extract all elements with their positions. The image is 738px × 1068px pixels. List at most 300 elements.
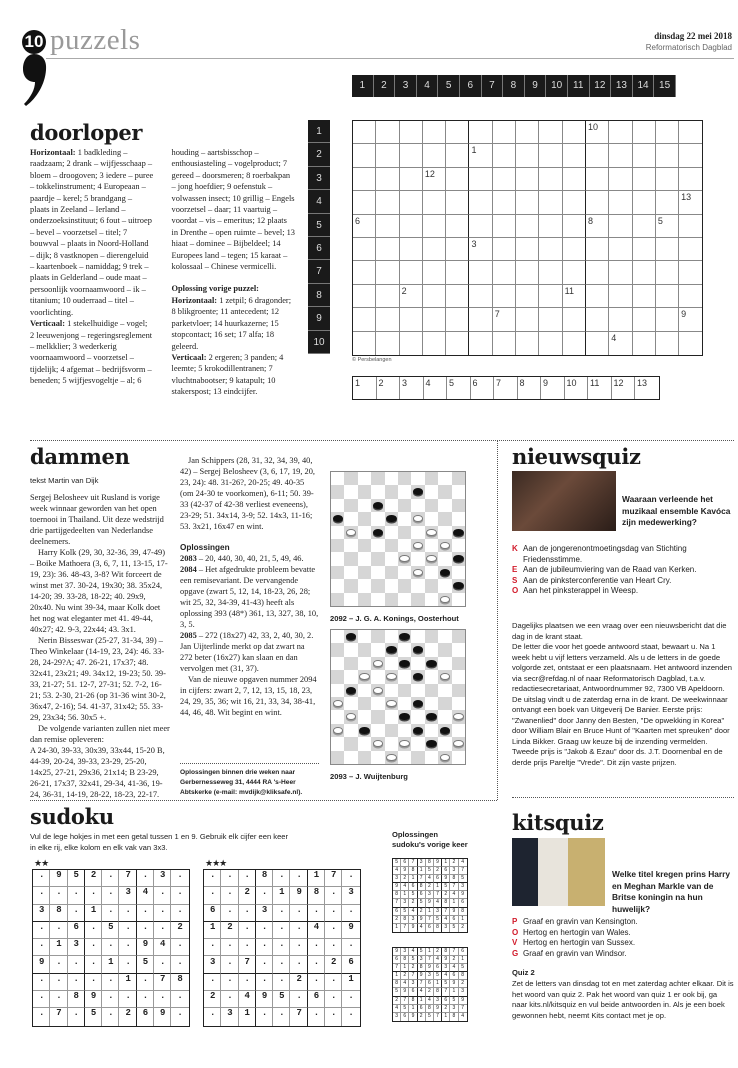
crossword-cell[interactable] <box>539 238 562 261</box>
solution-cell: 3 <box>450 1005 458 1013</box>
answer-cell[interactable]: 1 <box>353 377 377 399</box>
crossword-cell[interactable] <box>633 215 656 238</box>
crossword-cell[interactable] <box>469 168 492 191</box>
sudoku-cell[interactable] <box>154 991 171 1008</box>
sudoku-cell[interactable] <box>273 1008 290 1025</box>
crossword-cell[interactable] <box>376 238 399 261</box>
sudoku-cell[interactable] <box>221 887 238 904</box>
sudoku-cell[interactable] <box>85 974 102 991</box>
crossword-cell[interactable] <box>446 215 469 238</box>
sudoku-cell[interactable] <box>239 905 256 922</box>
crossword-cell[interactable] <box>539 215 562 238</box>
crossword-cell[interactable] <box>539 285 562 308</box>
crossword-cell[interactable] <box>376 215 399 238</box>
crossword-cell[interactable] <box>493 261 516 284</box>
sudoku-cell[interactable] <box>137 905 154 922</box>
board-square <box>452 499 465 512</box>
crossword-cell[interactable] <box>469 261 492 284</box>
sudoku-cell[interactable] <box>102 1008 119 1025</box>
sudoku-cell[interactable] <box>119 905 136 922</box>
crossword-cell[interactable] <box>679 332 702 355</box>
crossword-cell[interactable] <box>656 285 679 308</box>
sudoku-cell[interactable] <box>204 887 221 904</box>
crossword-cell[interactable] <box>516 238 539 261</box>
sudoku-cell[interactable] <box>102 991 119 1008</box>
sudoku-cell[interactable] <box>119 922 136 939</box>
answer-cell[interactable]: 5 <box>447 377 471 399</box>
crossword-cell[interactable]: 6 <box>353 215 376 238</box>
sudoku-cell[interactable] <box>204 974 221 991</box>
solution-cell: 3 <box>393 1013 401 1021</box>
sudoku-cell[interactable] <box>204 870 221 887</box>
crossword-cell[interactable] <box>516 144 539 167</box>
answer-cell[interactable]: 10 <box>565 377 589 399</box>
crossword-cell[interactable] <box>656 261 679 284</box>
crossword-cell[interactable] <box>353 308 376 331</box>
sudoku-grid-easy[interactable] <box>32 869 195 1027</box>
sudoku-row: 38.1..... <box>38 904 195 915</box>
sudoku-cell[interactable] <box>154 887 171 904</box>
sudoku-cell[interactable] <box>119 939 136 956</box>
board-square <box>411 579 424 592</box>
crossword-cell[interactable]: 8 <box>586 215 609 238</box>
crossword-cell[interactable] <box>400 121 423 144</box>
sudoku-cell[interactable] <box>68 974 85 991</box>
sudoku-cell[interactable] <box>102 870 119 887</box>
crossword-cell[interactable] <box>539 308 562 331</box>
sudoku-cell[interactable] <box>342 1008 359 1025</box>
sudoku-cell[interactable] <box>290 922 307 939</box>
sudoku-cell[interactable] <box>325 974 342 991</box>
crossword-cell[interactable]: 11 <box>563 285 586 308</box>
answer-cell[interactable]: 7 <box>494 377 518 399</box>
crossword-cell[interactable]: 3 <box>469 238 492 261</box>
crossword-cell[interactable] <box>353 238 376 261</box>
sudoku-cell[interactable] <box>221 956 238 973</box>
board-square <box>344 593 357 606</box>
sudoku-cell[interactable] <box>33 939 50 956</box>
sudoku-cell <box>85 1008 102 1025</box>
sudoku-cell[interactable] <box>342 905 359 922</box>
sudoku-cell[interactable] <box>342 939 359 956</box>
sudoku-cell[interactable] <box>171 887 188 904</box>
crossword-cell[interactable] <box>516 121 539 144</box>
crossword-cell[interactable] <box>516 308 539 331</box>
crossword-cell[interactable] <box>446 285 469 308</box>
crossword-cell[interactable] <box>563 121 586 144</box>
board-square <box>438 751 451 764</box>
crossword-cell[interactable] <box>493 285 516 308</box>
black-piece <box>333 515 344 522</box>
sudoku-cell[interactable] <box>154 956 171 973</box>
sudoku-cell[interactable] <box>290 956 307 973</box>
sudoku-cell[interactable] <box>102 905 119 922</box>
solution-cell: 9 <box>434 859 442 867</box>
crossword-cell[interactable] <box>446 332 469 355</box>
solution-cell: 3 <box>459 988 467 996</box>
crossword-cell[interactable] <box>516 215 539 238</box>
answer-cell[interactable]: 8 <box>518 377 542 399</box>
crossword-grid[interactable] <box>352 120 703 356</box>
sudoku-cell[interactable] <box>290 991 307 1008</box>
sudoku-cell[interactable] <box>85 887 102 904</box>
board-square <box>398 593 411 606</box>
sudoku-cell[interactable] <box>256 887 273 904</box>
black-piece <box>386 515 397 522</box>
draughts-board-2092 <box>330 471 466 607</box>
crossword-cell[interactable] <box>633 168 656 191</box>
crossword-cell[interactable] <box>679 261 702 284</box>
sudoku-cell[interactable] <box>325 922 342 939</box>
crossword-cell[interactable] <box>400 168 423 191</box>
crossword-cell[interactable]: 4 <box>609 332 632 355</box>
board-square <box>452 485 465 498</box>
sudoku-cell[interactable] <box>325 887 342 904</box>
sudoku-cell[interactable] <box>68 956 85 973</box>
sudoku-cell[interactable] <box>239 974 256 991</box>
crossword-cell[interactable] <box>516 285 539 308</box>
crossword-cell[interactable] <box>446 261 469 284</box>
crossword-cell[interactable] <box>423 121 446 144</box>
sudoku-cell[interactable] <box>221 870 238 887</box>
sudoku-cell[interactable] <box>204 1008 221 1025</box>
crossword-cell[interactable] <box>633 121 656 144</box>
crossword-cell[interactable] <box>376 168 399 191</box>
crossword-cell[interactable] <box>609 285 632 308</box>
sudoku-cell[interactable] <box>33 870 50 887</box>
sudoku-cell[interactable] <box>171 956 188 973</box>
crossword-cell[interactable] <box>633 238 656 261</box>
crossword-cell[interactable] <box>400 144 423 167</box>
sudoku-cell[interactable] <box>102 974 119 991</box>
sudoku-cell[interactable] <box>119 991 136 1008</box>
sudoku-cell <box>50 905 67 922</box>
sudoku-cell[interactable] <box>256 1008 273 1025</box>
sudoku-cell[interactable] <box>325 905 342 922</box>
crossword-cell[interactable] <box>633 332 656 355</box>
crossword-cell[interactable] <box>469 332 492 355</box>
solution-cell: 2 <box>409 964 417 972</box>
crossword-cell[interactable] <box>376 308 399 331</box>
crossword-cell[interactable] <box>656 308 679 331</box>
crossword-cell[interactable] <box>633 144 656 167</box>
crossword-cell[interactable] <box>469 191 492 214</box>
crossword-cell[interactable] <box>656 332 679 355</box>
sudoku-cell[interactable] <box>154 905 171 922</box>
answer-cell[interactable]: 4 <box>424 377 448 399</box>
crossword-cell[interactable] <box>586 261 609 284</box>
crossword-cell[interactable]: 2 <box>400 285 423 308</box>
answer-cell[interactable]: 13 <box>637 378 648 388</box>
crossword-cell[interactable] <box>493 332 516 355</box>
sudoku-cell[interactable] <box>33 922 50 939</box>
crossword-cell[interactable] <box>353 261 376 284</box>
sudoku-cell[interactable] <box>33 974 50 991</box>
crossword-cell[interactable] <box>353 144 376 167</box>
sudoku-cell[interactable] <box>102 939 119 956</box>
sudoku-cell[interactable] <box>308 956 325 973</box>
crossword-cell[interactable] <box>563 261 586 284</box>
sudoku-cell[interactable] <box>308 1008 325 1025</box>
sudoku-cell[interactable] <box>50 922 67 939</box>
sudoku-cell[interactable] <box>342 870 359 887</box>
crossword-cell[interactable] <box>609 215 632 238</box>
sudoku-cell[interactable] <box>221 974 238 991</box>
sudoku-cell[interactable] <box>256 922 273 939</box>
crossword-cell[interactable] <box>516 332 539 355</box>
sudoku-cell[interactable] <box>137 991 154 1008</box>
crossword-cell[interactable] <box>469 285 492 308</box>
sudoku-cell[interactable] <box>325 991 342 1008</box>
crossword-cell[interactable] <box>656 191 679 214</box>
crossword-cell[interactable] <box>469 308 492 331</box>
crossword-cell[interactable] <box>586 285 609 308</box>
crossword-cell[interactable] <box>539 332 562 355</box>
answer-cell[interactable]: 6 <box>471 377 495 399</box>
sudoku-cell[interactable] <box>85 939 102 956</box>
answer-word-row[interactable] <box>352 376 660 400</box>
crossword-cell[interactable]: 12 <box>423 168 446 191</box>
crossword-cell[interactable]: 9 <box>679 308 702 331</box>
sudoku-cell[interactable] <box>171 870 188 887</box>
crossword-cell[interactable] <box>446 144 469 167</box>
sudoku-cell[interactable] <box>308 905 325 922</box>
sudoku-cell[interactable] <box>273 905 290 922</box>
sudoku-cell[interactable] <box>221 991 238 1008</box>
sudoku-cell[interactable] <box>290 870 307 887</box>
sudoku-cell[interactable] <box>85 922 102 939</box>
crossword-cell[interactable] <box>563 238 586 261</box>
crossword-cell[interactable] <box>493 121 516 144</box>
board-square <box>452 643 465 656</box>
sudoku-cell[interactable] <box>256 974 273 991</box>
answer-cell[interactable]: 11 <box>588 377 612 399</box>
crossword-cell[interactable] <box>423 191 446 214</box>
crossword-cell[interactable] <box>446 168 469 191</box>
sudoku-cell[interactable] <box>154 922 171 939</box>
crossword-cell[interactable] <box>609 144 632 167</box>
crossword-cell[interactable] <box>400 261 423 284</box>
crossword-cell[interactable] <box>376 121 399 144</box>
crossword-cell[interactable] <box>633 308 656 331</box>
sudoku-cell[interactable] <box>273 956 290 973</box>
crossword-cell[interactable] <box>516 168 539 191</box>
sudoku-cell[interactable] <box>308 974 325 991</box>
crossword-cell[interactable] <box>609 261 632 284</box>
crossword-cell[interactable] <box>609 191 632 214</box>
crossword-cell[interactable] <box>586 332 609 355</box>
solution-cell: 1 <box>442 1013 450 1021</box>
sudoku-cell[interactable] <box>171 991 188 1008</box>
crossword-cell[interactable] <box>609 238 632 261</box>
crossword-cell[interactable] <box>563 144 586 167</box>
crossword-cell[interactable] <box>376 191 399 214</box>
sudoku-cell[interactable] <box>204 939 221 956</box>
sudoku-cell[interactable] <box>239 922 256 939</box>
crossword-cell[interactable] <box>376 144 399 167</box>
crossword-cell[interactable] <box>400 308 423 331</box>
crossword-cell[interactable] <box>563 332 586 355</box>
divider <box>512 797 734 798</box>
crossword-cell[interactable] <box>539 121 562 144</box>
sudoku-cell[interactable] <box>273 974 290 991</box>
crossword-cell[interactable] <box>539 191 562 214</box>
crossword-cell[interactable] <box>539 168 562 191</box>
sudoku-cell[interactable] <box>68 905 85 922</box>
crossword-cell[interactable] <box>633 261 656 284</box>
crossword-cell[interactable] <box>586 238 609 261</box>
crossword-cell[interactable] <box>400 332 423 355</box>
sudoku-cell[interactable] <box>68 887 85 904</box>
crossword-cell[interactable] <box>400 191 423 214</box>
sudoku-cell[interactable] <box>33 991 50 1008</box>
crossword-cell[interactable] <box>353 285 376 308</box>
crossword-cell[interactable] <box>400 215 423 238</box>
crossword-cell[interactable] <box>586 191 609 214</box>
sudoku-cell[interactable] <box>68 1008 85 1025</box>
sudoku-cell[interactable] <box>325 939 342 956</box>
crossword-cell[interactable] <box>633 285 656 308</box>
crossword-cell[interactable] <box>423 285 446 308</box>
crossword-cell[interactable] <box>679 238 702 261</box>
crossword-cell[interactable] <box>376 332 399 355</box>
crossword-cell[interactable] <box>586 144 609 167</box>
sudoku-cell[interactable] <box>221 939 238 956</box>
crossword-cell[interactable]: 1 <box>469 144 492 167</box>
crossword-cell[interactable]: 13 <box>679 191 702 214</box>
board-square <box>438 579 451 592</box>
crossword-cell[interactable] <box>423 261 446 284</box>
sudoku-cell[interactable] <box>221 905 238 922</box>
answer-cell[interactable]: 3 <box>400 377 424 399</box>
sudoku-cell[interactable] <box>342 991 359 1008</box>
crossword-cell[interactable] <box>679 144 702 167</box>
crossword-cell[interactable] <box>539 261 562 284</box>
answer-cell[interactable]: 12 <box>612 377 636 399</box>
crossword-cell[interactable] <box>423 238 446 261</box>
sudoku-cell[interactable] <box>50 991 67 1008</box>
crossword-cell[interactable] <box>446 308 469 331</box>
crossword-cell[interactable] <box>493 191 516 214</box>
sudoku-cell[interactable] <box>256 956 273 973</box>
crossword-cell[interactable] <box>353 121 376 144</box>
crossword-cell[interactable] <box>656 121 679 144</box>
crossword-cell[interactable] <box>493 144 516 167</box>
sudoku-cell[interactable] <box>308 939 325 956</box>
crossword-cell[interactable]: 5 <box>656 215 679 238</box>
crossword-cell[interactable] <box>423 308 446 331</box>
solution-cell: 2 <box>393 916 401 924</box>
sudoku-cell[interactable] <box>137 974 154 991</box>
sudoku-cell[interactable] <box>239 939 256 956</box>
sudoku-cell[interactable] <box>102 887 119 904</box>
crossword-cell[interactable] <box>446 238 469 261</box>
board-square <box>344 472 357 485</box>
crossword-cell[interactable] <box>493 168 516 191</box>
crossword-cell[interactable] <box>469 121 492 144</box>
crossword-cell[interactable] <box>376 285 399 308</box>
crossword-cell[interactable] <box>539 144 562 167</box>
crossword-cell[interactable] <box>586 168 609 191</box>
crossword-cell[interactable] <box>633 191 656 214</box>
crossword-cell[interactable] <box>609 121 632 144</box>
answer-cell[interactable]: 2 <box>377 377 401 399</box>
crossword-cell[interactable] <box>656 238 679 261</box>
sudoku-cell[interactable] <box>239 870 256 887</box>
crossword-cell[interactable] <box>353 168 376 191</box>
crossword-cell[interactable] <box>563 191 586 214</box>
board-square <box>452 724 465 737</box>
crossword-cell[interactable] <box>423 332 446 355</box>
crossword-cell[interactable] <box>423 144 446 167</box>
crossword-cell[interactable] <box>563 308 586 331</box>
crossword-cell[interactable] <box>679 215 702 238</box>
crossword-cell[interactable] <box>493 215 516 238</box>
crossword-cell[interactable] <box>563 168 586 191</box>
sudoku-cell[interactable] <box>137 922 154 939</box>
crossword-cell[interactable] <box>586 308 609 331</box>
sudoku-cell[interactable] <box>119 956 136 973</box>
crossword-cell[interactable]: 7 <box>493 308 516 331</box>
sudoku-cell[interactable] <box>290 939 307 956</box>
crossword-cell[interactable] <box>353 332 376 355</box>
crossword-cell[interactable] <box>679 121 702 144</box>
sudoku-cell[interactable] <box>273 870 290 887</box>
crossword-cell[interactable] <box>656 144 679 167</box>
sudoku-cell[interactable] <box>273 922 290 939</box>
crossword-cell[interactable] <box>353 191 376 214</box>
crossword-cell[interactable] <box>446 121 469 144</box>
sudoku-cell[interactable] <box>50 887 67 904</box>
sudoku-cell[interactable] <box>325 1008 342 1025</box>
crossword-cell[interactable] <box>400 238 423 261</box>
sudoku-cell[interactable] <box>33 887 50 904</box>
sudoku-cell[interactable] <box>290 905 307 922</box>
crossword-cell[interactable] <box>493 238 516 261</box>
crossword-cell[interactable] <box>446 191 469 214</box>
sudoku-cell[interactable] <box>50 974 67 991</box>
crossword-cell[interactable] <box>679 168 702 191</box>
sudoku-cell[interactable] <box>256 939 273 956</box>
sudoku-cell[interactable] <box>85 956 102 973</box>
crossword-cell[interactable] <box>563 215 586 238</box>
sudoku-grid-hard[interactable] <box>203 869 366 1027</box>
sudoku-cell[interactable] <box>273 939 290 956</box>
crossword-cell[interactable]: 10 <box>586 121 609 144</box>
sudoku-cell[interactable] <box>171 1008 188 1025</box>
crossword-cell[interactable] <box>516 261 539 284</box>
sudoku-cell[interactable] <box>171 939 188 956</box>
board-square <box>438 539 451 552</box>
solution-cell: 4 <box>442 972 450 980</box>
sudoku-cell[interactable] <box>137 870 154 887</box>
crossword-cell[interactable] <box>656 168 679 191</box>
answer-cell[interactable]: 9 <box>541 377 565 399</box>
crossword-cell[interactable] <box>609 308 632 331</box>
crossword-cell[interactable] <box>609 168 632 191</box>
crossword-cell[interactable] <box>376 261 399 284</box>
crossword-cell[interactable] <box>516 191 539 214</box>
sudoku-cell[interactable] <box>171 905 188 922</box>
solution-cell: 2 <box>418 1013 426 1021</box>
board-square <box>331 643 344 656</box>
solution-cell: 3 <box>418 956 426 964</box>
crossword-cell[interactable] <box>423 215 446 238</box>
sudoku-cell[interactable] <box>33 1008 50 1025</box>
crossword-cell[interactable] <box>679 285 702 308</box>
sudoku-cell[interactable] <box>50 956 67 973</box>
crossword-cell[interactable] <box>469 215 492 238</box>
